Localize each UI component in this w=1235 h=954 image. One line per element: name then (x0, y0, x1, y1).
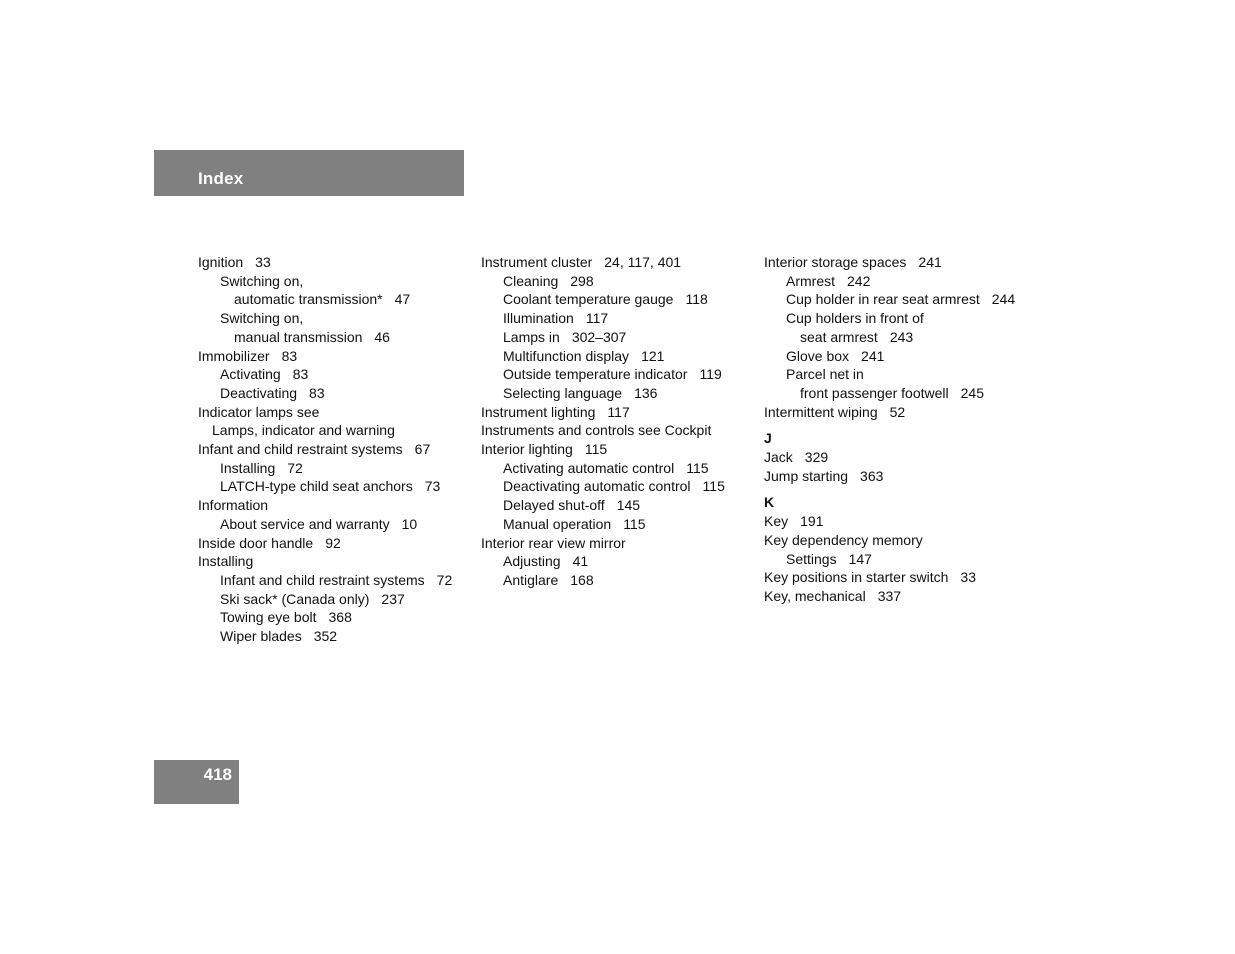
index-entry-page-ref[interactable]: 245 (960, 384, 984, 401)
index-entry-page-ref[interactable]: 83 (281, 347, 298, 364)
index-entry-term: Activating (220, 366, 281, 383)
index-entry (764, 512, 1039, 531)
index-entry-page-ref[interactable]: 191 (800, 513, 824, 530)
index-entry-page-ref[interactable]: 33 (255, 254, 271, 270)
page-number-tab (154, 760, 239, 804)
index-entry-term: Manual operation (503, 515, 612, 532)
index-entry-page-ref[interactable]: 41 (572, 553, 589, 570)
index-entry (198, 328, 473, 347)
index-entry (198, 290, 473, 309)
index-column-2 (481, 253, 756, 590)
index-entry-term: Key dependency memory (764, 531, 923, 548)
index-entry-term: Switching on, (220, 272, 304, 289)
index-entry (481, 534, 756, 553)
index-entry-page-ref[interactable]: 244 (991, 291, 1016, 308)
index-entry-term: Jump starting (764, 467, 849, 484)
index-entry-page-ref[interactable]: 298 (570, 272, 594, 289)
index-entry-page-ref[interactable]: 83 (309, 384, 325, 401)
index-entry-page-ref[interactable]: 337 (877, 587, 902, 604)
index-entry (481, 365, 756, 384)
index-entry-term: front passenger footwell (800, 384, 949, 401)
index-entry-term: Key, mechanical (764, 587, 866, 604)
index-entry-term: Interior storage spaces (764, 254, 907, 270)
index-entry-term: Interior lighting (481, 441, 573, 458)
index-entry-term: Intermittent wiping (764, 403, 878, 420)
index-entry-term: Infant and child restraint systems (198, 441, 403, 458)
index-entry-page-ref[interactable]: 46 (374, 328, 390, 345)
index-entry (764, 290, 1039, 309)
index-entry-page-ref[interactable]: 168 (570, 571, 594, 588)
index-entry-term: Glove box (786, 347, 850, 364)
index-entry (481, 459, 756, 478)
index-entry-page-ref[interactable]: 47 (394, 291, 411, 308)
index-entry (764, 568, 1039, 587)
index-entry-page-ref[interactable]: 83 (292, 366, 309, 383)
index-entry-term: Adjusting (503, 553, 561, 570)
index-entry-page-ref[interactable]: 121 (641, 347, 665, 364)
index-entry-term: Outside temperature indicator (503, 366, 688, 383)
index-entry-term: manual transmission (234, 328, 363, 345)
index-entry-term: Wiper blades (220, 628, 302, 645)
index-entry (481, 347, 756, 366)
index-entry-term: Inside door handle (198, 534, 314, 551)
index-entry (198, 477, 473, 496)
index-entry-term: Settings (786, 550, 837, 567)
index-entry (198, 552, 473, 571)
index-entry-term: About service and warranty (220, 515, 390, 532)
index-entry-page-ref[interactable]: 329 (804, 449, 829, 466)
index-entry-term: Delayed shut-off (503, 497, 605, 514)
index-entry (481, 253, 756, 272)
index-entry (764, 384, 1039, 403)
index-entry-page-ref[interactable]: 136 (634, 384, 658, 401)
index-header-bar (154, 150, 464, 196)
index-entry-term: Cup holder in rear seat armrest (786, 291, 980, 308)
index-entry (764, 328, 1039, 347)
index-entry (764, 467, 1039, 486)
index-entry (481, 477, 756, 496)
index-entry-page-ref[interactable]: 242 (847, 272, 871, 289)
index-entry (481, 384, 756, 403)
index-entry-term: Cup holders in front of (786, 310, 924, 327)
index-entry-term: Instrument lighting (481, 403, 596, 420)
index-entry-page-ref[interactable]: 302–307 (571, 328, 627, 345)
index-column-3 (764, 253, 1039, 606)
index-entry-term: seat armrest (800, 328, 878, 345)
index-entry-page-ref[interactable]: 241 (861, 347, 885, 364)
index-entry (764, 272, 1039, 291)
index-entry (764, 365, 1039, 384)
index-entry-term: Deactivating automatic control (503, 478, 691, 495)
index-entry (481, 571, 756, 590)
index-entry (198, 384, 473, 403)
index-entry (198, 590, 473, 609)
index-entry-term: Towing eye bolt (220, 609, 317, 626)
index-entry-term: Illumination (503, 310, 574, 327)
index-entry-term: Ski sack* (Canada only) (220, 590, 370, 607)
index-entry-term: automatic transmission* (234, 291, 383, 308)
index-entry-term: Parcel net in (786, 366, 864, 383)
index-entry (481, 515, 756, 534)
index-entry (764, 309, 1039, 328)
index-entry-term: Key (764, 513, 789, 530)
index-entry-term: Lamps, indicator and warning (212, 422, 395, 439)
page-number: 418 (203, 765, 232, 784)
index-entry (198, 272, 473, 291)
index-entry (198, 627, 473, 646)
index-entry-term: Switching on, (220, 310, 304, 327)
index-entry-page-ref[interactable]: 352 (313, 628, 338, 645)
index-entry (481, 272, 756, 291)
index-entry (764, 587, 1039, 606)
index-entry-term: Installing (220, 459, 276, 476)
index-entry-page-ref[interactable]: 115 (584, 441, 608, 458)
index-entry-page-ref[interactable]: 115 (623, 515, 646, 532)
index-entry-page-ref[interactable]: 363 (860, 467, 884, 484)
index-entry (764, 253, 1039, 272)
index-entry-page-ref[interactable]: 72 (436, 571, 453, 588)
index-entry-term: Activating automatic control (503, 459, 675, 476)
index-entry-term: Jack (764, 449, 793, 466)
index-entry (481, 309, 756, 328)
index-entry-page-ref[interactable]: 117 (607, 403, 630, 420)
index-entry-term: Lamps in (503, 328, 560, 345)
index-entry-term: Infant and child restraint systems (220, 571, 425, 588)
index-entry-term: Immobilizer (198, 347, 270, 364)
index-entry-term: Interior rear view mirror (481, 534, 626, 551)
index-entry-term: Installing (198, 553, 254, 570)
index-entry-term: Selecting language (503, 384, 623, 401)
index-entry (198, 608, 473, 627)
index-entry-page-ref[interactable]: 72 (287, 459, 303, 476)
index-entry-term: Indicator lamps see (198, 403, 320, 420)
index-entry-page-ref[interactable]: 118 (685, 291, 708, 308)
index-entry-page-ref[interactable]: 117 (585, 310, 609, 327)
index-entry-page-ref[interactable]: 115 (702, 478, 725, 495)
index-entry (198, 347, 473, 366)
index-entry (481, 440, 756, 459)
index-entry (764, 347, 1039, 366)
index-entry (198, 571, 473, 590)
index-entry-page-ref[interactable]: 241 (918, 254, 942, 270)
page-title: Index (198, 169, 244, 188)
index-entry (481, 403, 756, 422)
index-entry-page-ref[interactable]: 10 (401, 515, 418, 532)
index-entry (198, 309, 473, 328)
index-entry-term: Deactivating (220, 384, 298, 401)
index-entry (481, 496, 756, 515)
index-entry-page-ref[interactable]: 147 (848, 550, 872, 567)
index-entry-term: Armrest (786, 272, 835, 289)
index-entry-page-ref[interactable]: 237 (381, 590, 405, 607)
index-entry-term: Key positions in starter switch (764, 569, 949, 586)
index-entry-page-ref[interactable]: 67 (414, 441, 431, 458)
index-entry (198, 365, 473, 384)
index-entry (481, 421, 756, 440)
index-entry-term: Instruments and controls see Cockpit (481, 422, 712, 439)
index-entry-term: Antiglare (503, 571, 559, 588)
index-entry-page-ref[interactable]: 52 (889, 403, 906, 420)
index-entry (481, 552, 756, 571)
index-entry (198, 253, 473, 272)
index-entry (198, 515, 473, 534)
index-entry-page-ref[interactable]: 145 (616, 497, 641, 514)
index-entry (198, 421, 473, 440)
index-entry-page-ref[interactable]: 119 (699, 366, 722, 383)
index-entry (481, 290, 756, 309)
index-entry-page-ref[interactable]: 92 (325, 534, 341, 551)
index-entry (764, 403, 1039, 422)
index-entry-page-ref[interactable]: 243 (889, 328, 914, 345)
index-entry-page-ref[interactable]: 368 (328, 609, 352, 626)
index-entry-term: Instrument cluster (481, 254, 593, 270)
index-entry-term: Cleaning (503, 272, 559, 289)
index-entry-page-ref[interactable]: 33 (960, 569, 976, 586)
index-entry (198, 403, 473, 422)
index-entry-term: Coolant temperature gauge (503, 291, 674, 308)
index-entry-page-ref[interactable]: 24, 117, 401 (604, 254, 682, 270)
index-entry-term: Information (198, 497, 269, 514)
index-entry (764, 531, 1039, 550)
index-entry-term: Ignition (198, 254, 244, 270)
index-entry (198, 459, 473, 478)
index-entry (198, 534, 473, 553)
index-entry-page-ref[interactable]: 73 (424, 478, 441, 495)
index-column-1 (198, 253, 473, 646)
index-letter-heading: J (764, 430, 772, 447)
index-entry (481, 328, 756, 347)
index-entry-page-ref[interactable]: 115 (686, 459, 709, 476)
index-entry-term: LATCH-type child seat anchors (220, 478, 413, 495)
index-entry (198, 440, 473, 459)
index-letter-heading: K (764, 494, 775, 511)
index-entry (764, 550, 1039, 569)
index-entry (764, 448, 1039, 467)
index-entry (198, 496, 473, 515)
index-entry-term: Multifunction display (503, 347, 630, 364)
